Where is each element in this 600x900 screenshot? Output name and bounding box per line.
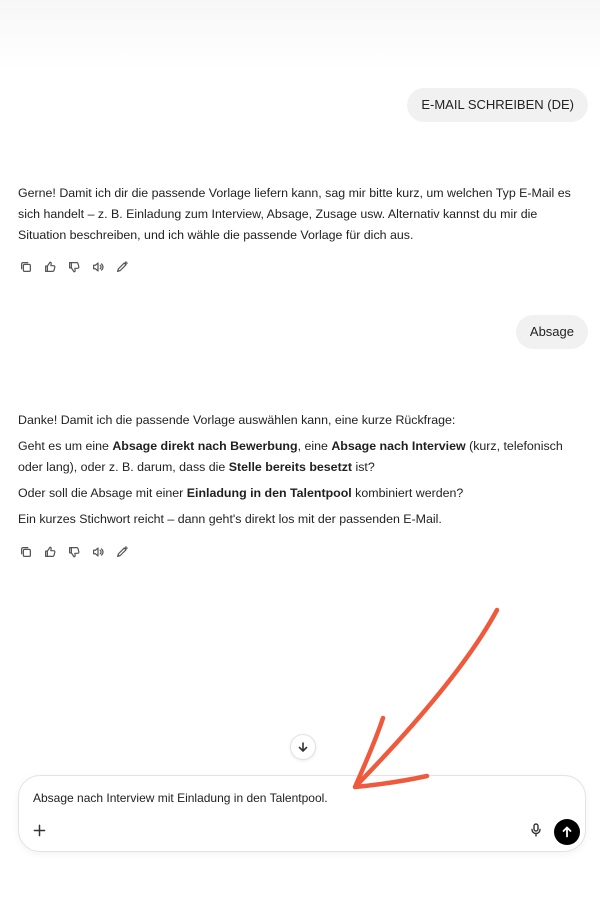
annotation-arrow-shaft [356,610,497,786]
speaker-icon[interactable] [90,544,106,560]
assistant-paragraph: Geht es um eine Absage direkt nach Bewerbung, eine Absage nach Interview (kurz, telefonisch oder lang), oder z. B. darum, dass die Stelle bereits besetzt ist? [18,439,563,474]
user-message-text: Absage [529,324,574,339]
microphone-icon [530,823,542,837]
user-message [516,315,588,349]
edit-icon[interactable] [114,544,130,560]
arrow-up-icon [561,826,573,838]
copy-icon[interactable] [18,544,34,560]
thumbs-down-icon[interactable] [66,544,82,560]
thumbs-up-icon[interactable] [42,259,58,275]
assistant-message [18,410,584,535]
message-composer [18,775,586,852]
send-button[interactable] [554,819,580,845]
microphone-button[interactable] [528,821,544,839]
top-fade [0,0,600,70]
message-actions [18,544,130,560]
assistant-paragraph: Ein kurzes Stichwort reicht – dann geht's direkt los mit der passenden E-Mail. [18,512,442,526]
bold-text: Einladung in den Talentpool [186,486,352,500]
assistant-paragraph: Oder soll die Absage mit einer Einladung in den Talentpool kombiniert werden? [18,486,464,500]
add-attachment-button[interactable] [31,822,47,838]
speaker-icon[interactable] [90,259,106,275]
scroll-down-button[interactable] [290,734,316,760]
assistant-paragraph: Danke! Damit ich die passende Vorlage auswählen kann, eine kurze Rückfrage: [18,413,456,427]
edit-icon[interactable] [114,259,130,275]
bold-text: Absage nach Interview [331,439,466,453]
thumbs-down-icon[interactable] [66,259,82,275]
assistant-paragraph: Gerne! Damit ich dir die passende Vorlage liefern kann, sag mir bitte kurz, um welchen Typ E-Mail es sich handelt – z. B. Einladung zum Interview, Absage, Zusage usw. Alternativ kannst du mir die Situation beschreiben, und ich wähle die passende Vorlage für dich aus. [18,186,571,242]
thumbs-up-icon[interactable] [42,544,58,560]
bold-text: Absage direkt nach Bewerbung [112,439,298,453]
message-actions [18,259,130,275]
bold-text: Stelle bereits besetzt [228,460,353,474]
user-message-text: E-MAIL SCHREIBEN (DE) [421,97,574,112]
user-message [407,88,588,122]
assistant-message [18,183,584,251]
arrow-down-icon [297,741,309,753]
copy-icon[interactable] [18,259,34,275]
plus-icon [33,824,46,837]
message-input[interactable] [33,791,513,805]
